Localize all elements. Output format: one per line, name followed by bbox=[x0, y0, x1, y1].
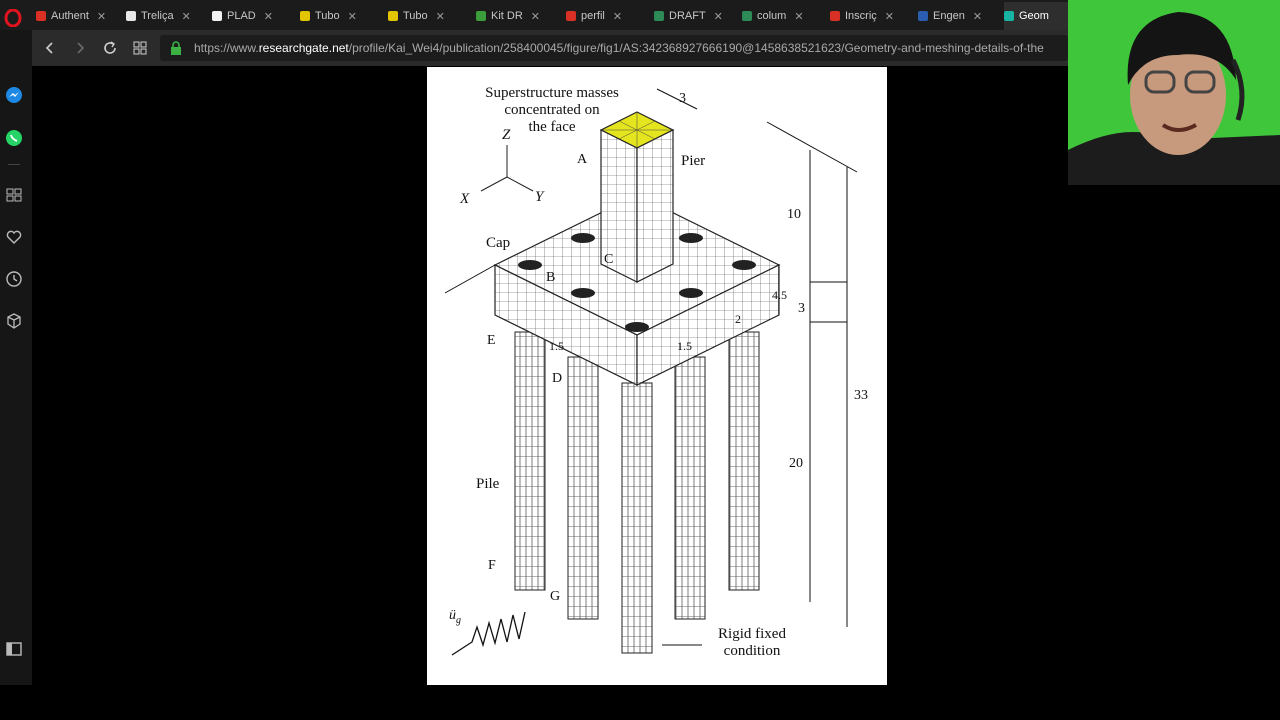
tab-close-icon[interactable]: ✕ bbox=[347, 10, 357, 23]
tab-bar bbox=[0, 0, 1068, 30]
tab-7[interactable] bbox=[654, 2, 738, 30]
tab-close-icon[interactable]: ✕ bbox=[972, 10, 983, 23]
tab-close-icon[interactable]: ✕ bbox=[96, 10, 107, 23]
lock-icon bbox=[170, 41, 182, 55]
tab-close-icon[interactable]: ✕ bbox=[794, 10, 804, 23]
point-b: B bbox=[546, 270, 556, 285]
dim-spacing-b: 1.5 bbox=[677, 339, 692, 353]
url-text: https://www.researchgate.net/profile/Kai_Wei4/publication/258400045/figure/fig1/AS:342368927666190@1458638521623/Geometry-and-meshing-details-of-the bbox=[194, 41, 1044, 55]
tab-label: Inscriç bbox=[845, 10, 877, 22]
tab-6[interactable] bbox=[566, 2, 650, 30]
speed-dial-icon[interactable] bbox=[132, 40, 148, 56]
tab-label: Engen bbox=[933, 10, 965, 22]
tab-close-icon[interactable]: ✕ bbox=[263, 10, 273, 23]
tab-close-icon[interactable]: ✕ bbox=[530, 10, 540, 23]
tab-label: Treliça bbox=[141, 10, 174, 22]
tab-favicon-icon bbox=[1004, 11, 1014, 21]
tab-favicon-icon bbox=[388, 11, 398, 21]
url-field[interactable] bbox=[160, 35, 1068, 61]
bottom-bar bbox=[0, 685, 1280, 720]
reload-icon[interactable] bbox=[102, 40, 118, 56]
dim-total-height: 33 bbox=[854, 388, 868, 403]
tab-favicon-icon bbox=[566, 11, 576, 21]
whatsapp-icon[interactable] bbox=[5, 129, 23, 147]
tab-favicon-icon bbox=[36, 11, 46, 21]
tab-4[interactable] bbox=[388, 2, 472, 30]
figure-image bbox=[427, 67, 887, 685]
point-a: A bbox=[577, 152, 588, 167]
sidebar bbox=[0, 30, 32, 685]
tab-11[interactable] bbox=[1004, 2, 1068, 30]
dim-spacing-a: 1.5 bbox=[549, 339, 564, 353]
dim-pile-length: 20 bbox=[789, 456, 803, 471]
axis-triad bbox=[481, 145, 533, 191]
forward-icon[interactable] bbox=[72, 40, 88, 56]
dim-cap-thickness: 3 bbox=[798, 301, 805, 316]
point-f: F bbox=[488, 558, 496, 573]
tab-label: perfil bbox=[581, 10, 605, 22]
label-cap: Cap bbox=[486, 235, 511, 251]
presenter-image bbox=[1068, 0, 1280, 185]
tab-0[interactable] bbox=[36, 2, 120, 30]
dim-pier-width: 3 bbox=[679, 91, 686, 106]
tab-close-icon[interactable]: ✕ bbox=[884, 10, 894, 23]
tab-favicon-icon bbox=[212, 11, 222, 21]
tab-close-icon[interactable]: ✕ bbox=[435, 10, 445, 23]
history-clock-icon[interactable] bbox=[5, 270, 23, 288]
label-superstructure-2: concentrated on bbox=[504, 102, 600, 118]
tab-label: Tubo bbox=[315, 10, 340, 22]
dim-spacing-c: 4.5 bbox=[772, 288, 787, 302]
label-superstructure-1: Superstructure masses bbox=[485, 85, 619, 101]
tab-close-icon[interactable]: ✕ bbox=[181, 10, 191, 23]
tab-9[interactable] bbox=[830, 2, 914, 30]
tab-2[interactable] bbox=[212, 2, 296, 30]
tab-favicon-icon bbox=[126, 11, 136, 21]
label-pile: Pile bbox=[476, 476, 500, 492]
point-e: E bbox=[487, 333, 496, 348]
tab-3[interactable] bbox=[300, 2, 384, 30]
tab-label: DRAFT bbox=[669, 10, 706, 22]
tab-1[interactable] bbox=[126, 2, 210, 30]
axis-x-label: X bbox=[460, 191, 470, 207]
tab-favicon-icon bbox=[918, 11, 928, 21]
label-rigid-2: condition bbox=[723, 643, 781, 659]
label-superstructure-3: the face bbox=[528, 119, 576, 135]
axis-z-label: Z bbox=[502, 127, 511, 143]
dim-spacing-d: 2 bbox=[735, 312, 741, 326]
tab-label: Authent bbox=[51, 10, 89, 22]
extensions-cube-icon[interactable] bbox=[5, 312, 23, 330]
tab-close-icon[interactable]: ✕ bbox=[612, 10, 623, 23]
label-ground-accel: $ü_g$ bbox=[449, 608, 461, 626]
label-pier: Pier bbox=[681, 153, 706, 169]
speed-dial-sidebar-icon[interactable] bbox=[5, 186, 23, 204]
back-icon[interactable] bbox=[42, 40, 58, 56]
dim-pier-height: 10 bbox=[787, 207, 801, 222]
tab-favicon-icon bbox=[830, 11, 840, 21]
tab-10[interactable] bbox=[918, 2, 1002, 30]
sidebar-toggle-icon[interactable] bbox=[5, 640, 23, 658]
tab-favicon-icon bbox=[476, 11, 486, 21]
tab-label: Tubo bbox=[403, 10, 428, 22]
tab-5[interactable] bbox=[476, 2, 560, 30]
opera-logo-icon[interactable] bbox=[4, 9, 22, 27]
heart-icon[interactable] bbox=[5, 228, 23, 246]
tab-label: Kit DR bbox=[491, 10, 523, 22]
tab-favicon-icon bbox=[654, 11, 664, 21]
ground-motion-wave bbox=[452, 612, 525, 655]
tab-favicon-icon bbox=[742, 11, 752, 21]
sidebar-divider bbox=[8, 164, 20, 165]
messenger-icon[interactable] bbox=[5, 86, 23, 104]
tab-label: colum bbox=[757, 10, 787, 22]
point-g: G bbox=[550, 589, 561, 604]
point-c: C bbox=[604, 252, 614, 267]
tab-close-icon[interactable]: ✕ bbox=[713, 10, 723, 23]
label-rigid-1: Rigid fixed bbox=[718, 626, 786, 642]
axis-y-label: Y bbox=[535, 189, 544, 205]
point-d: D bbox=[552, 371, 563, 386]
tab-label: PLAD bbox=[227, 10, 256, 22]
webcam-overlay bbox=[1068, 0, 1280, 185]
tab-8[interactable] bbox=[742, 2, 826, 30]
address-bar bbox=[32, 30, 1068, 66]
tab-favicon-icon bbox=[300, 11, 310, 21]
tab-label: Geom bbox=[1019, 10, 1049, 22]
